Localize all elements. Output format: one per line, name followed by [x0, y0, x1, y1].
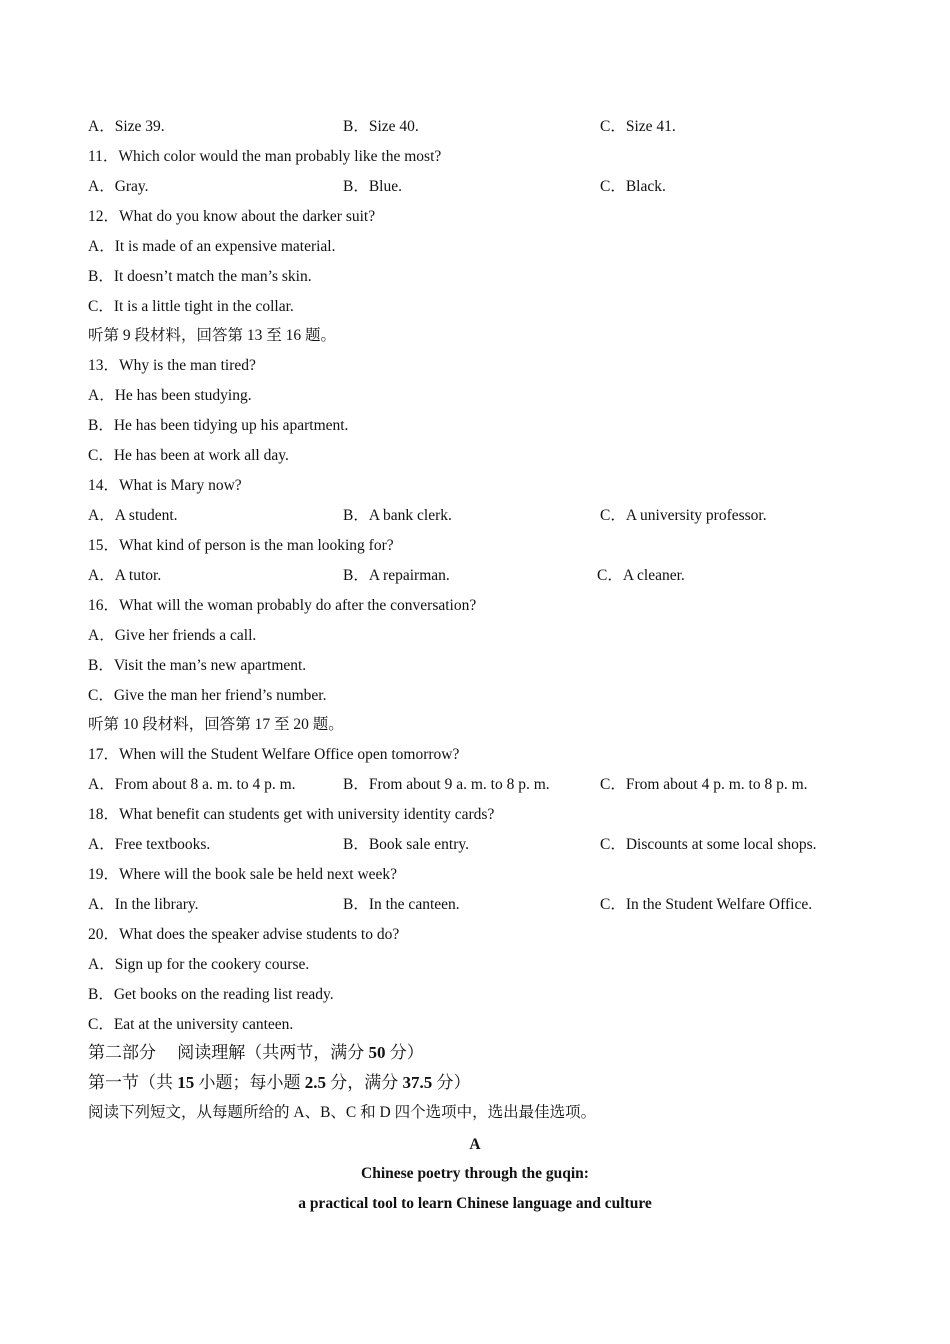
q20-option-a: A．Sign up for the cookery course.: [88, 956, 310, 973]
q13-option-c: C．He has been at work all day.: [88, 447, 289, 464]
q11-option-a: A．Gray.: [88, 178, 149, 195]
passage-title-line-1: Chinese poetry through the guqin:: [361, 1165, 589, 1182]
q20-stem: 20．What does the speaker advise students to do?: [88, 926, 400, 943]
q18-option-a: A．Free textbooks.: [88, 836, 211, 853]
passage-letter: A: [469, 1136, 481, 1153]
q19-option-a: A．In the library.: [88, 896, 199, 913]
part-two-heading-post: 分）: [385, 1043, 424, 1062]
q12-stem: 12．What do you know about the darker suit?: [88, 208, 376, 225]
section-one-mid2: 分，满分: [326, 1073, 403, 1092]
q18-option-c: C．Discounts at some local shops.: [600, 836, 817, 853]
section-one-each: 2.5: [304, 1073, 326, 1092]
q11-option-b: B．Blue.: [343, 178, 402, 195]
q10-option-b: B．Size 40.: [343, 118, 419, 135]
q20-option-c: C．Eat at the university canteen.: [88, 1016, 294, 1033]
section-one-pre: 第一节（共: [88, 1073, 178, 1092]
q14-option-c: C．A university professor.: [600, 507, 767, 524]
q17-option-b: B．From about 9 a. m. to 8 p. m.: [343, 776, 550, 793]
q17-option-c: C．From about 4 p. m. to 8 p. m.: [600, 776, 808, 793]
q12-option-b: B．It doesn’t match the man’s skin.: [88, 268, 312, 285]
q13-stem: 13．Why is the man tired?: [88, 357, 256, 374]
q19-option-c: C．In the Student Welfare Office.: [600, 896, 813, 913]
listening-instruction-10: 听第 10 段材料，回答第 17 至 20 题。: [88, 716, 344, 733]
q16-stem: 16．What will the woman probably do after the conversation?: [88, 597, 477, 614]
q19-stem: 19．Where will the book sale be held next week?: [88, 866, 398, 883]
q10-option-a: A．Size 39.: [88, 118, 165, 135]
section-one-mid1: 小题；每小题: [194, 1073, 305, 1092]
passage-title-line-2: a practical tool to learn Chinese language and culture: [298, 1195, 652, 1212]
q15-option-c: C．A cleaner.: [597, 567, 685, 584]
q14-stem: 14．What is Mary now?: [88, 477, 242, 494]
q18-stem: 18．What benefit can students get with university identity cards?: [88, 806, 495, 823]
q15-stem: 15．What kind of person is the man looking for?: [88, 537, 394, 554]
q14-option-a: A．A student.: [88, 507, 178, 524]
q17-stem: 17．When will the Student Welfare Office open tomorrow?: [88, 746, 460, 763]
section-one-count: 15: [177, 1073, 195, 1092]
q10-option-c: C．Size 41.: [600, 118, 676, 135]
q15-option-b: B．A repairman.: [343, 567, 450, 584]
q15-option-a: A．A tutor.: [88, 567, 162, 584]
q12-option-c: C．It is a little tight in the collar.: [88, 298, 294, 315]
q13-option-b: B．He has been tidying up his apartment.: [88, 417, 349, 434]
part-two-heading-score: 50: [368, 1043, 386, 1062]
q17-option-a: A．From about 8 a. m. to 4 p. m.: [88, 776, 296, 793]
q16-option-a: A．Give her friends a call.: [88, 627, 257, 644]
q18-option-b: B．Book sale entry.: [343, 836, 469, 853]
section-one-heading: [88, 1073, 471, 1093]
q11-option-c: C．Black.: [600, 178, 666, 195]
q14-option-b: B．A bank clerk.: [343, 507, 452, 524]
q19-option-b: B．In the canteen.: [343, 896, 460, 913]
section-one-post: 分）: [432, 1073, 471, 1092]
q13-option-a: A．He has been studying.: [88, 387, 252, 404]
part-two-heading-pre: 第二部分 阅读理解（共两节，满分: [88, 1043, 369, 1062]
q11-stem: 11．Which color would the man probably like the most?: [88, 148, 442, 165]
q20-option-b: B．Get books on the reading list ready.: [88, 986, 334, 1003]
reading-instruction: 阅读下列短文，从每题所给的 A、B、C 和 D 四个选项中，选出最佳选项。: [88, 1104, 597, 1121]
section-one-total: 37.5: [402, 1073, 433, 1092]
part-two-heading: [88, 1043, 424, 1063]
listening-instruction-9: 听第 9 段材料，回答第 13 至 16 题。: [88, 327, 337, 344]
q16-option-c: C．Give the man her friend’s number.: [88, 687, 327, 704]
q16-option-b: B．Visit the man’s new apartment.: [88, 657, 307, 674]
q12-option-a: A．It is made of an expensive material.: [88, 238, 336, 255]
